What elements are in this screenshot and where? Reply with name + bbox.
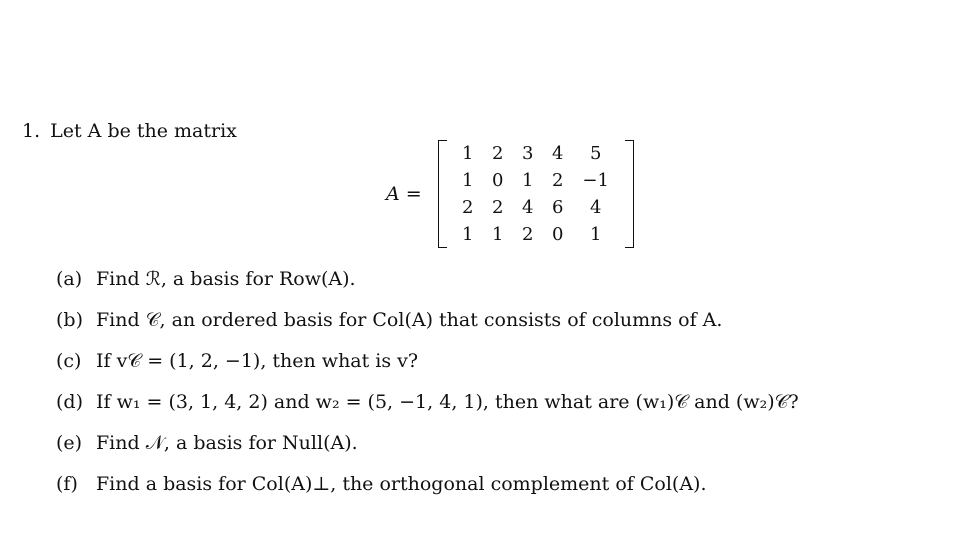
matrix-cell: 1	[491, 224, 504, 245]
matrix-cell: 4	[551, 143, 564, 164]
matrix-cell: 4	[521, 197, 534, 218]
matrix-left-bracket	[438, 140, 447, 248]
matrix-right-bracket	[625, 140, 634, 248]
matrix-cell: 2	[491, 143, 504, 164]
matrix-cell: 2	[521, 224, 534, 245]
part-text: If v𝒞 = (1, 2, −1), then what is v?	[96, 349, 419, 372]
matrix-lhs: A =	[386, 183, 422, 205]
problem-number: 1.	[22, 120, 41, 142]
matrix-cell: 1	[461, 224, 474, 245]
part-text: Find 𝒩, a basis for Null(A).	[96, 431, 358, 454]
question-part	[56, 299, 799, 340]
part-label: (b)	[56, 308, 83, 331]
question-part	[56, 340, 799, 381]
question-part	[56, 258, 799, 299]
matrix-cell: 1	[461, 170, 474, 191]
part-label: (e)	[56, 431, 83, 454]
part-label: (f)	[56, 472, 78, 495]
part-label: (a)	[56, 267, 83, 290]
part-label: (d)	[56, 390, 83, 413]
part-text: Find ℛ, a basis for Row(A).	[96, 267, 356, 290]
question-part	[56, 422, 799, 463]
matrix-cell: 3	[521, 143, 534, 164]
matrix-cell: 2	[461, 197, 474, 218]
question-parts	[56, 258, 799, 504]
matrix-equation	[386, 140, 634, 248]
part-label: (c)	[56, 349, 82, 372]
part-text: Find 𝒞, an ordered basis for Col(A) that consists of columns of A.	[96, 308, 723, 331]
matrix-cell: 1	[461, 143, 474, 164]
matrix-cell: 1	[521, 170, 534, 191]
matrix-cell: 1	[589, 224, 602, 245]
matrix-cell: 0	[491, 170, 504, 191]
problem-heading	[22, 120, 237, 142]
question-part	[56, 463, 799, 504]
matrix-body	[447, 140, 625, 248]
question-part	[56, 381, 799, 422]
matrix-cell: 4	[589, 197, 602, 218]
problem-intro: Let A be the matrix	[50, 120, 237, 142]
matrix-cell: −1	[582, 170, 609, 191]
part-text: Find a basis for Col(A)⊥, the orthogonal complement of Col(A).	[96, 472, 707, 495]
matrix-cell: 6	[551, 197, 564, 218]
matrix-cell: 2	[491, 197, 504, 218]
matrix-cell: 0	[551, 224, 564, 245]
matrix-cell: 2	[551, 170, 564, 191]
matrix-cell: 5	[589, 143, 602, 164]
part-text: If w₁ = (3, 1, 4, 2) and w₂ = (5, −1, 4, 1), then what are (w₁)𝒞 and (w₂)𝒞?	[96, 390, 799, 413]
